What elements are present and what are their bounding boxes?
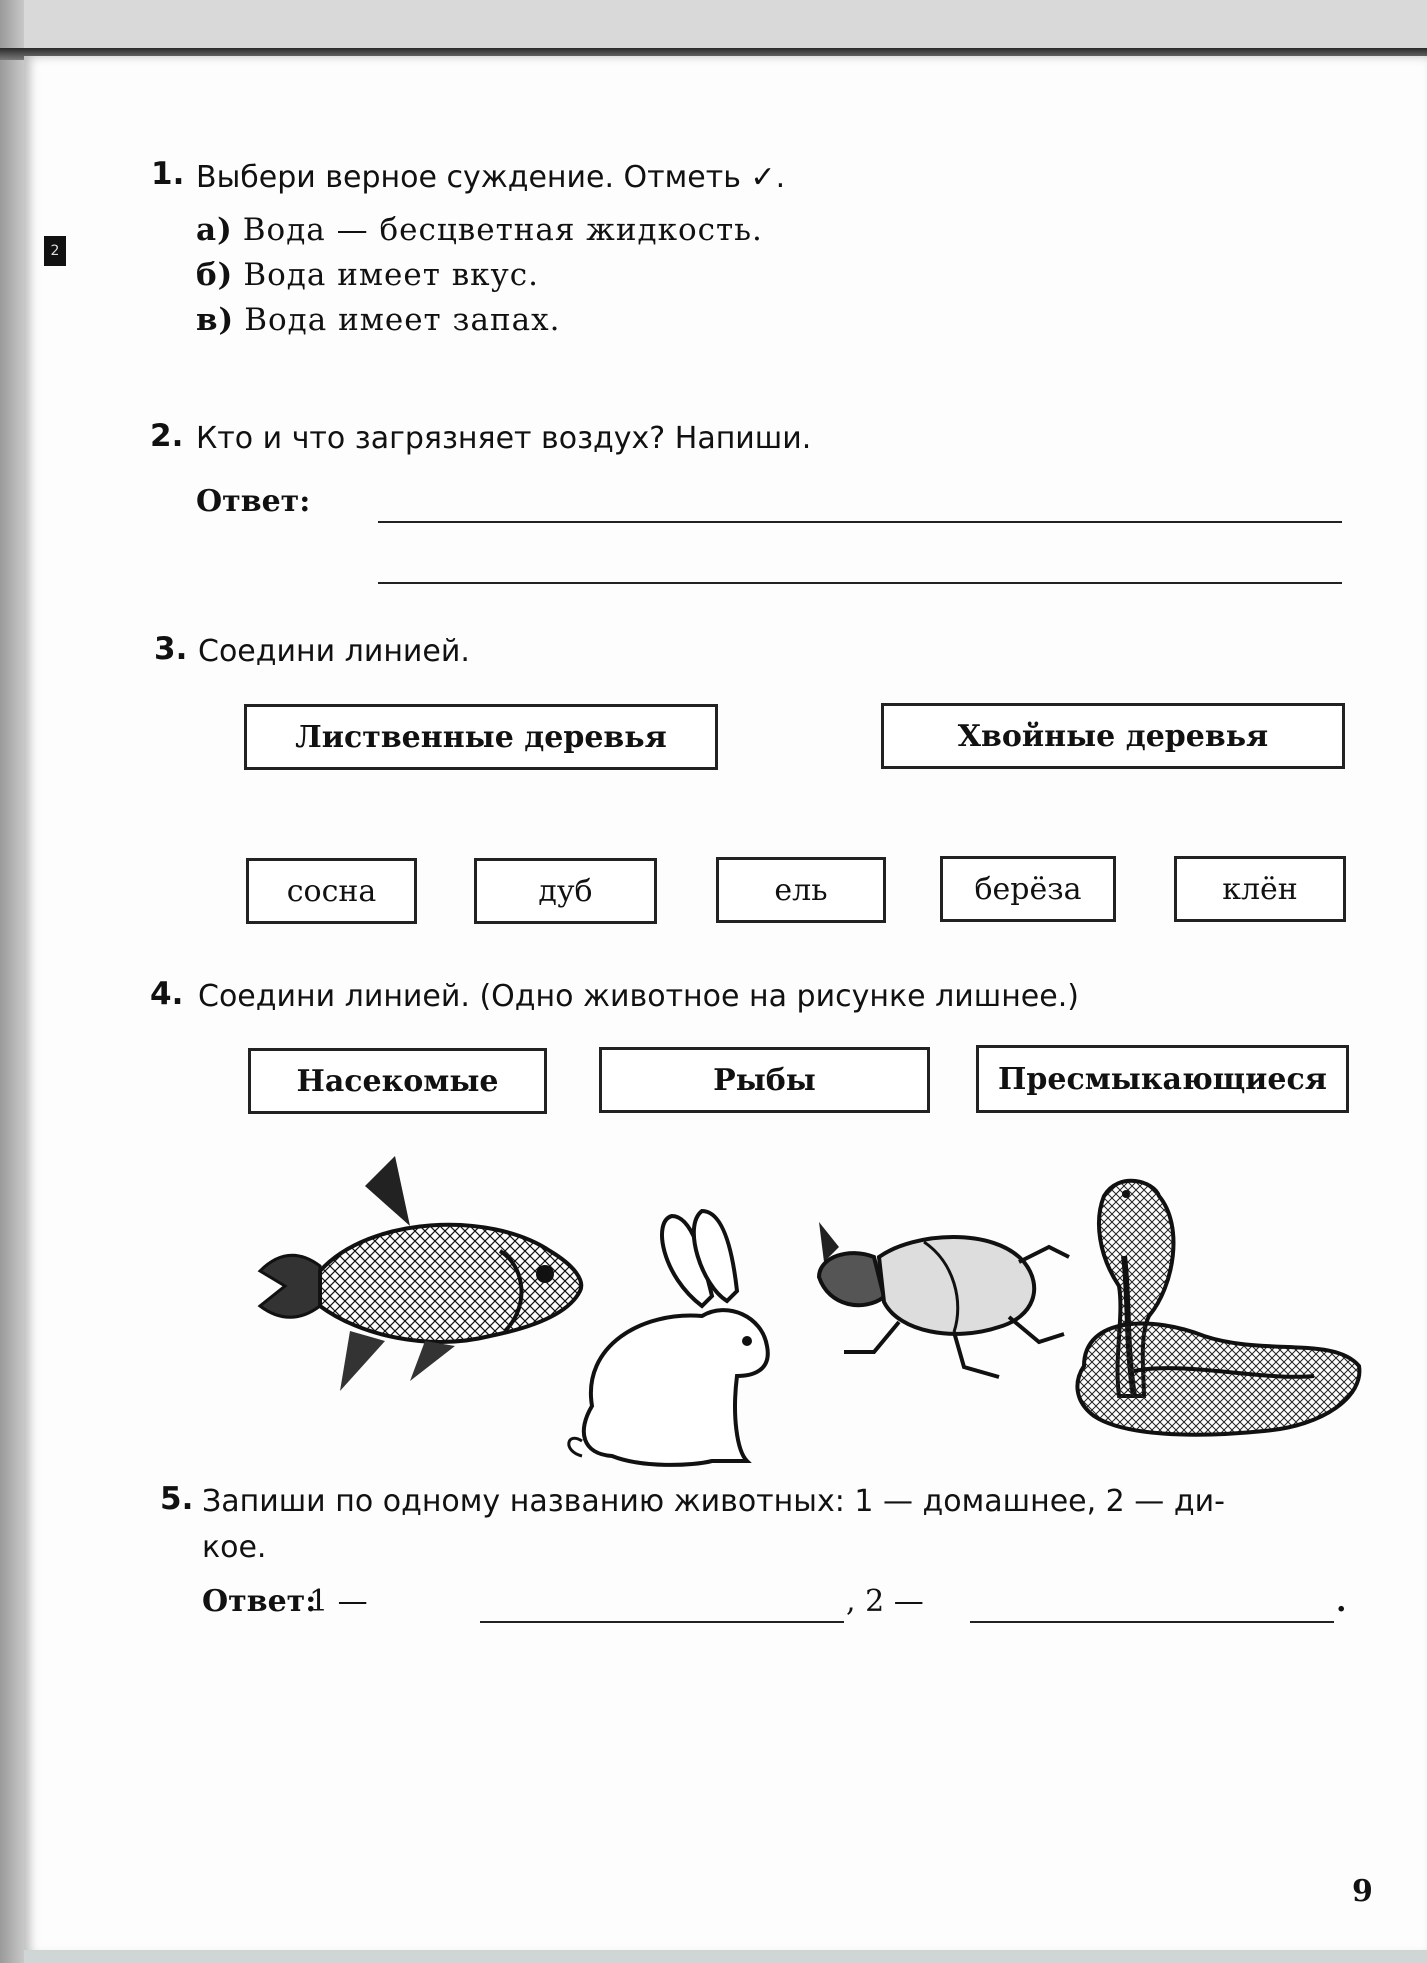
tree-item-spruce[interactable]: ель bbox=[716, 857, 886, 923]
tree-item-maple[interactable]: клён bbox=[1174, 856, 1346, 922]
option-text: Вода — бесцветная жидкость. bbox=[242, 212, 763, 248]
edge-tab-marker: 2 bbox=[44, 236, 66, 266]
page-number: 9 bbox=[1352, 1874, 1373, 1909]
beetle-picture[interactable] bbox=[804, 1202, 1074, 1402]
task-5-answer-line-1[interactable] bbox=[480, 1621, 844, 1623]
tree-item-birch[interactable]: берёза bbox=[940, 856, 1116, 922]
task-4-number: 4. bbox=[150, 976, 184, 1012]
page-binding-edge bbox=[0, 0, 24, 1963]
workbook-page bbox=[24, 56, 1427, 1956]
task-5-text-line-1: Запиши по одному названию животных: 1 — домашнее, 2 — ди- bbox=[202, 1484, 1225, 1519]
cobra-picture[interactable] bbox=[1064, 1166, 1369, 1456]
task-5-text-line-2: кое. bbox=[202, 1530, 267, 1565]
task-1-option-b[interactable] bbox=[196, 257, 539, 293]
task-4-text: Соедини линией. (Одно животное на рисунке лишнее.) bbox=[198, 979, 1079, 1014]
page-bottom-edge bbox=[24, 1950, 1427, 1963]
task-5-blank-1-prefix: 1 — bbox=[309, 1584, 368, 1619]
option-text: Вода имеет вкус. bbox=[243, 257, 539, 293]
task-2-answer-line-2[interactable] bbox=[378, 582, 1342, 584]
task-2-answer-label: Ответ: bbox=[196, 484, 311, 519]
task-5-blank-end: . bbox=[1336, 1584, 1347, 1619]
task-1-option-a[interactable] bbox=[196, 212, 763, 248]
category-coniferous-trees[interactable]: Хвойные деревья bbox=[881, 703, 1345, 769]
task-2-number: 2. bbox=[150, 418, 184, 454]
category-fish[interactable]: Рыбы bbox=[599, 1047, 930, 1113]
option-letter: в) bbox=[196, 302, 235, 338]
hare-picture[interactable] bbox=[552, 1206, 802, 1481]
task-5-answer-label: Ответ: bbox=[202, 1584, 317, 1619]
task-3-number: 3. bbox=[154, 631, 188, 667]
tree-item-pine[interactable]: сосна bbox=[246, 858, 417, 924]
category-insects[interactable]: Насекомые bbox=[248, 1048, 547, 1114]
task-3-text: Соедини линией. bbox=[198, 634, 470, 669]
fish-picture[interactable] bbox=[250, 1156, 595, 1401]
category-deciduous-trees[interactable]: Лиственные деревья bbox=[244, 704, 718, 770]
tree-item-oak[interactable]: дуб bbox=[474, 858, 657, 924]
category-reptiles[interactable]: Пресмыкающиеся bbox=[976, 1045, 1349, 1113]
option-letter: б) bbox=[196, 257, 234, 293]
task-1-number: 1. bbox=[151, 156, 185, 192]
task-5-number: 5. bbox=[160, 1481, 194, 1517]
task-5-blank-separator: , 2 — bbox=[846, 1584, 924, 1619]
task-1-text: Выбери верное суждение. Отметь ✓. bbox=[196, 160, 786, 195]
option-text: Вода имеет запах. bbox=[244, 302, 561, 338]
task-1-option-c[interactable] bbox=[196, 302, 560, 338]
task-2-answer-line-1[interactable] bbox=[378, 521, 1342, 523]
task-5-answer-line-2[interactable] bbox=[970, 1621, 1334, 1623]
task-2-text: Кто и что загрязняет воздух? Напиши. bbox=[196, 421, 812, 456]
option-letter: а) bbox=[196, 212, 233, 248]
